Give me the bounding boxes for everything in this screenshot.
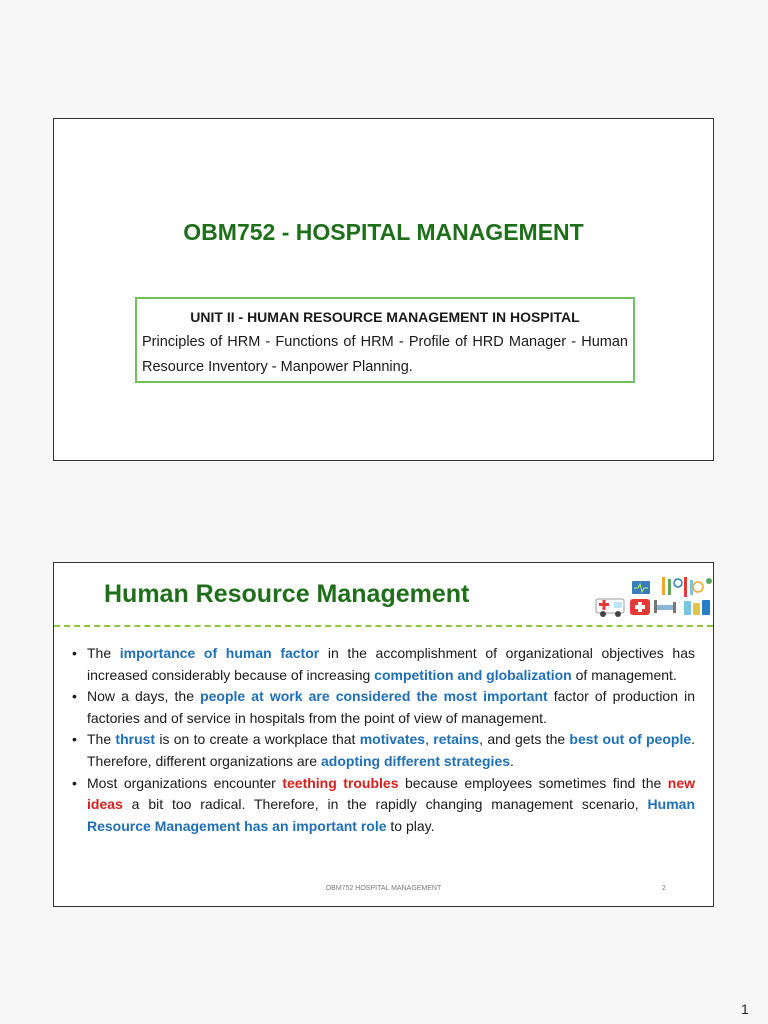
highlighted-text: adopting different strategies xyxy=(321,752,511,769)
highlighted-text: best out of people xyxy=(569,731,692,748)
bullet-text: The xyxy=(87,731,116,748)
slide-2 xyxy=(53,562,714,907)
bullet-text: because employees sometimes find the xyxy=(398,774,668,791)
bullet-text: is on to create a workplace that xyxy=(155,731,360,748)
highlighted-text: retains xyxy=(433,731,480,748)
unit-description: Principles of HRM - Functions of HRM - Profile of HRD Manager - Human Resource Inventory - Manpower Planning. xyxy=(142,334,628,375)
highlighted-text: importance of human factor xyxy=(119,645,320,661)
highlighted-text: teething troubles xyxy=(282,774,399,791)
bullet-text: Most organizations encounter xyxy=(87,774,283,791)
page-number: 1 xyxy=(741,1001,749,1017)
bullet-text: . xyxy=(510,752,514,769)
slide-title: Human Resource Management xyxy=(104,580,470,608)
bullet-text: a bit too radical. Therefore, in the rapidly changing management scenario, xyxy=(122,796,648,813)
hospital-equipment-illustration xyxy=(592,573,714,621)
bullet-item xyxy=(67,643,695,686)
slide-number: 2 xyxy=(662,885,666,892)
bullet-item xyxy=(67,773,695,838)
bullet-text: to play. xyxy=(386,817,435,834)
slide-footer: OBM752 HOSPITAL MANAGEMENT xyxy=(325,885,442,892)
highlighted-text: thrust xyxy=(115,731,156,748)
highlighted-text: competition and globalization xyxy=(374,666,572,683)
bullet-text: , xyxy=(425,731,434,748)
unit-title: UNIT II - HUMAN RESOURCE MANAGEMENT IN HOSPITAL xyxy=(190,309,580,325)
bullet-text: Now a days, the xyxy=(87,688,201,705)
unit-box xyxy=(135,297,635,383)
highlighted-text: Human Resource Management has an important role xyxy=(87,796,695,834)
bullet-text: of management. xyxy=(571,666,677,683)
bullet-list xyxy=(67,643,695,837)
bullet-text: factor of production in factories and of service in hospitals from the point of view of management. xyxy=(87,688,695,726)
bullet-item xyxy=(67,729,695,772)
highlighted-text: people at work are considered the most important xyxy=(200,688,548,705)
bullet-text: , and gets the xyxy=(479,731,570,748)
bullet-text: . Therefore, different organizations are xyxy=(87,731,696,769)
bullet-item xyxy=(67,686,695,729)
dashed-divider xyxy=(54,625,713,627)
course-title: OBM752 - HOSPITAL MANAGEMENT xyxy=(183,219,584,245)
slide-1 xyxy=(53,118,714,461)
highlighted-text: motivates xyxy=(359,731,426,748)
highlighted-text: new ideas xyxy=(87,774,695,813)
bullet-text: in the accomplishment of organizational objectives has increased considerably because of increasing xyxy=(87,645,695,683)
bullet-text: The xyxy=(87,645,120,661)
